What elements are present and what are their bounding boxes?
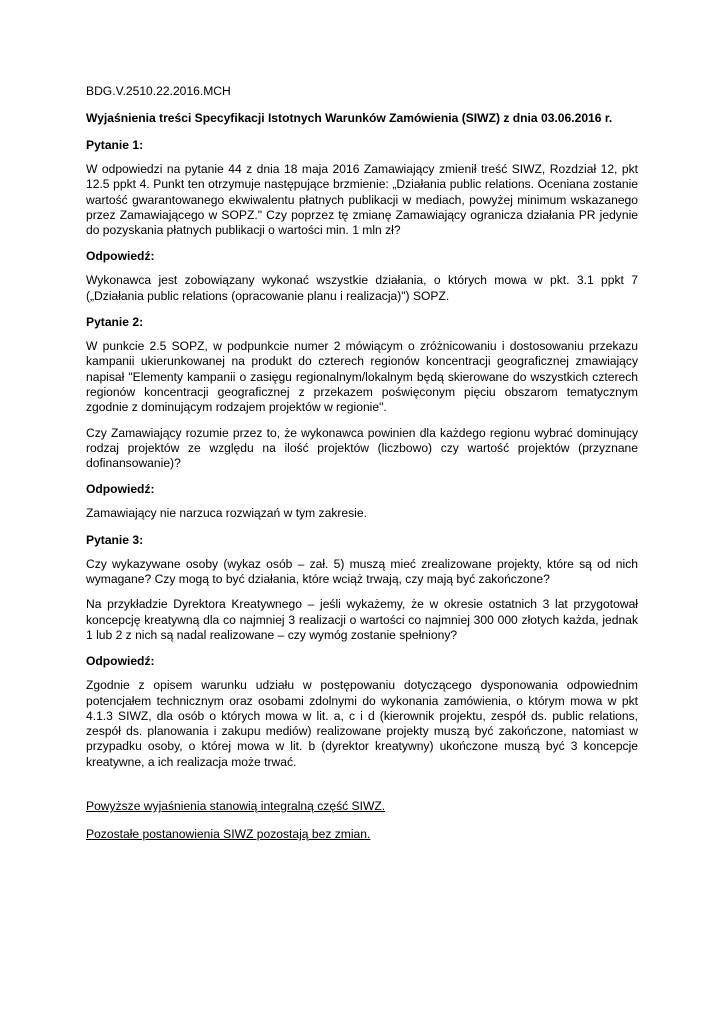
question-heading: Pytanie 3: [86, 532, 144, 547]
answer-paragraph: Wykonawca jest zobowiązany wykonać wszystkie działania, o których mowa w pkt. 3.1 ppkt 7 („Działania public relations (opracowanie planu i realizacja)") SOPZ. [86, 273, 638, 303]
qa-section [86, 532, 638, 770]
answer-heading: Odpowiedź: [86, 654, 155, 669]
closing-note: Pozostałe postanowienia SIWZ pozostają bez zmian. [86, 827, 371, 842]
answer-paragraph: Zgodnie z opisem warunku udziału w postępowaniu dotyczącego dysponowania odpowiednim potencjałem technicznym oraz osobami zdolnymi do wykonania zamówienia, o którym mowa w pkt 4.1.3 SIWZ, dla osób o których mowa w lit. a, c i d (kierownik projektu, zespół ds. public relations, zespół ds. planowania i zakupu mediów) realizowane projekty muszą być zakończone, natomiast w przypadku osoby, o której mowa w lit. b (dyrektor kreatywny) ukończone muszą być 3 koncepcje kreatywne, a ich realizacja może trwać. [86, 678, 638, 769]
document-reference: BDG.V.2510.22.2016.MCH [86, 84, 231, 98]
question-paragraph: Czy Zamawiający rozumie przez to, że wykonawca powinien dla każdego regionu wybrać dominujący rodzaj projektów ze względu na ilość projektów (liczbowo) czy wartość projektów (przyznane dofinansowanie)? [86, 425, 638, 471]
answer-heading: Odpowiedź: [86, 482, 155, 497]
qa-section [86, 137, 638, 304]
closing-note: Powyższe wyjaśnienia stanowią integralną część SIWZ. [86, 799, 386, 814]
question-paragraph: W odpowiedzi na pytanie 44 z dnia 18 maja 2016 Zamawiający zmienił treść SIWZ, Rozdział 12, pkt 12.5 ppkt 4. Punkt ten otrzymuje następujące brzmienie: „Działania public relations. Oceniana zostanie wartość gwarantowanego ekwiwalentu płatnych publikacji w mediach, powyżej minimum wskazanego przez Zamawiającego w SOPZ." Czy poprzez tę zmianę Zamawiający ogranicza działania PR jedynie do pozyskania płatnych publikacji o wartości min. 1 mln zł? [86, 162, 638, 238]
qa-section [86, 314, 638, 522]
question-paragraph: Czy wykazywane osoby (wykaz osób – zał. 5) muszą mieć zrealizowane projekty, które są od nich wymagane? Czy mogą to być działania, które wciąż trwają, czy mają być zakończone? [86, 556, 638, 587]
document-title: Wyjaśnienia treści Specyfikacji Istotnych Warunków Zamówienia (SIWZ) z dnia 03.06.2016 r. [86, 111, 613, 125]
spacer [86, 780, 638, 798]
answer-paragraph: Zamawiający nie narzuca rozwiązań w tym zakresie. [86, 506, 367, 521]
question-heading: Pytanie 1: [86, 138, 144, 152]
question-paragraph: W punkcie 2.5 SOPZ, w podpunkcie numer 2 mówiącym o zróżnicowaniu i dostosowaniu przekazu kampanii ukierunkowanej na produkt do czterech regionów koncentracji geograficznej zmawiający napisał "Elementy kampanii o zasięgu regionalnym/lokalnym będą skierowane do wszystkich czterech regionów koncentracji geograficznej z przekazem poświęconym pięciu obszarom tematycznym zgodnie z dominującym rodzajem projektów w regionie". [86, 339, 638, 415]
question-heading: Pytanie 2: [86, 315, 144, 330]
answer-heading: Odpowiedź: [86, 249, 155, 264]
question-paragraph: Na przykładzie Dyrektora Kreatywnego – jeśli wykażemy, że w okresie ostatnich 3 lat przygotował koncepcję kreatywną dla co najmniej 3 realizacji o wartości co najmniej 300 000 złotych każda, jednak 1 lub 2 z nich są nadal realizowane – czy wymóg zostanie spełniony? [86, 597, 638, 642]
